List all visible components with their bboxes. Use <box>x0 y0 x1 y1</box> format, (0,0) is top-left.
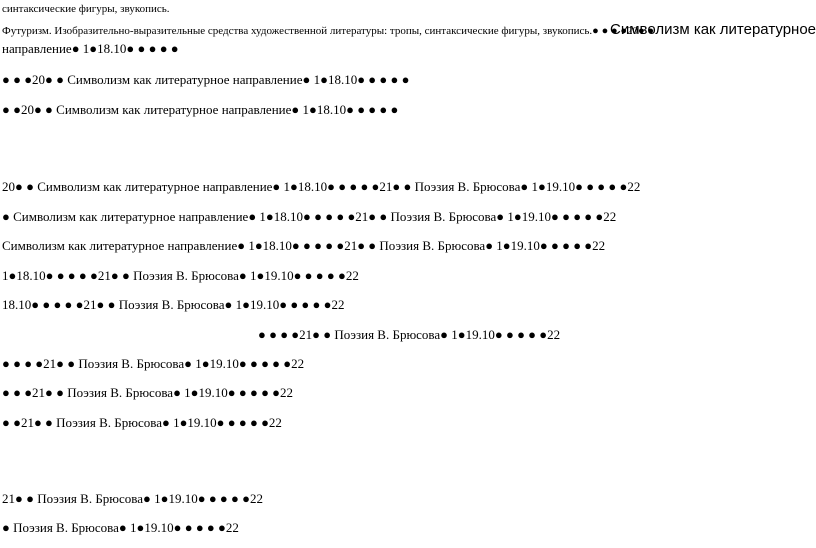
text-line-8: Символизм как литературное направление● 1●18.10● ● ● ● ●21● ● Поэзия В. Брюсова● 1●19.10● ● ● ● ●22 <box>2 238 606 253</box>
text-line-9: 1●18.10● ● ● ● ●21● ● Поэзия В. Брюсова● 1●19.10● ● ● ● ●22 <box>2 268 359 283</box>
text-line-13: ● ● ●21● ● Поэзия В. Брюсова● 1●19.10● ● ● ● ●22 <box>2 385 294 400</box>
text-line-11: ● ● ● ●21● ● Поэзия В. Брюсова● 1●19.10● ● ● ● ●22 <box>258 327 561 342</box>
text-line-3: направление● 1●18.10● ● ● ● ● <box>2 41 179 56</box>
text-line-1: синтаксические фигуры, звукопись. <box>2 3 170 15</box>
text-line-7: ● Символизм как литературное направление● 1●18.10● ● ● ● ●21● ● Поэзия В. Брюсова● 1●19.10● ● ● ● ●22 <box>2 209 617 224</box>
text-line-2-heading: Символизм как литературное <box>610 21 816 38</box>
text-line-4: ● ● ●20● ● Символизм как литературное направление● 1●18.10● ● ● ● ● <box>2 72 410 87</box>
text-line-12: ● ● ● ●21● ● Поэзия В. Брюсова● 1●19.10● ● ● ● ●22 <box>2 356 305 371</box>
text-line-15: 21● ● Поэзия В. Брюсова● 1●19.10● ● ● ● ●22 <box>2 491 263 506</box>
text-line-2: Футуризм. Изобразительно-выразительные средства художественной литературы: тропы, синтаксические фигуры, звукопись.● ● ● ●20● ● <box>2 25 655 37</box>
text-line-10: 18.10● ● ● ● ●21● ● Поэзия В. Брюсова● 1●19.10● ● ● ● ●22 <box>2 297 345 312</box>
text-line-16: ● Поэзия В. Брюсова● 1●19.10● ● ● ● ●22 <box>2 520 239 535</box>
text-line-6: 20● ● Символизм как литературное направление● 1●18.10● ● ● ● ●21● ● Поэзия В. Брюсова● 1●19.10● ● ● ● ●22 <box>2 179 641 194</box>
text-line-5: ● ●20● ● Символизм как литературное направление● 1●18.10● ● ● ● ● <box>2 102 399 117</box>
text-line-14: ● ●21● ● Поэзия В. Брюсова● 1●19.10● ● ● ● ●22 <box>2 415 282 430</box>
